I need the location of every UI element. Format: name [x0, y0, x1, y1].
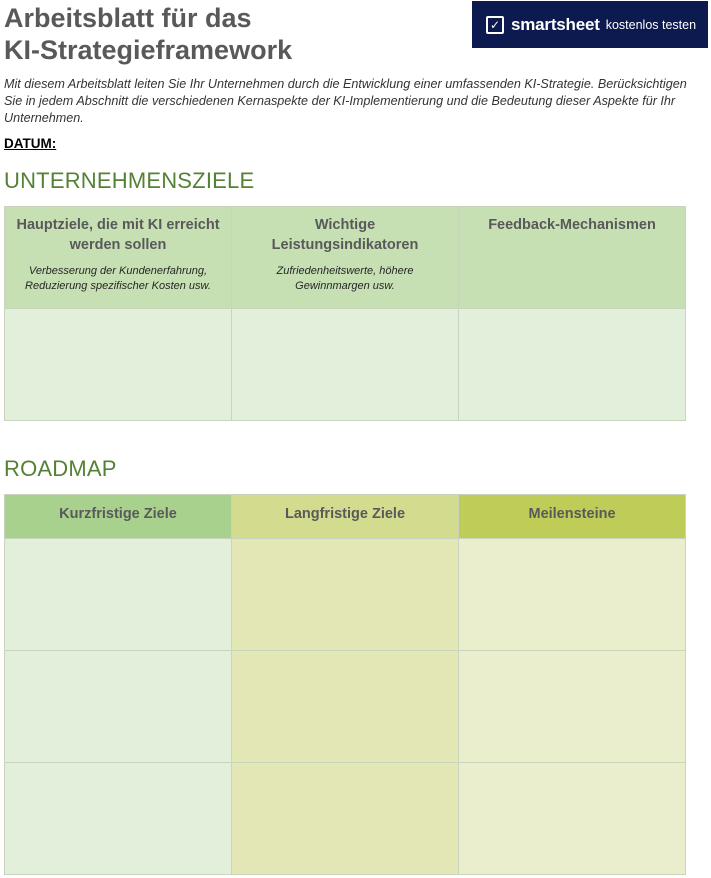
section-heading-roadmap: ROADMAP: [4, 456, 117, 481]
column-header-meilensteine: [459, 495, 686, 539]
free-trial-link[interactable]: kostenlos testen: [605, 17, 697, 32]
table-cell[interactable]: [459, 651, 686, 763]
column-hint: Verbesserung der Kundenerfahrung, Reduzierung spezifischer Kosten usw.: [25, 265, 211, 292]
roadmap-table: [4, 494, 686, 875]
datum-label: DATUM:: [4, 136, 57, 151]
column-title: Feedback-Mechanismen: [488, 217, 656, 233]
smartsheet-check-icon: ✓: [486, 16, 504, 34]
table-row: [5, 539, 686, 651]
title-line-1: Arbeitsblatt für das: [4, 3, 252, 33]
intro-text: Mit diesem Arbeitsblatt leiten Sie Ihr Unternehmen durch die Entwicklung einer umfassenden KI-Strategie. Berücksichtigen Sie in jedem Abschnitt die verschiedenen Kernaspekte der KI-Implementierung und die Bedeutung dieser Aspekte für Ihr Unternehmen.: [4, 77, 687, 125]
section-heading-unternehmensziele: UNTERNEHMENSZIELE: [4, 168, 255, 193]
column-title: Hauptziele, die mit KI erreicht werden sollen: [16, 217, 220, 253]
table-cell[interactable]: [5, 651, 232, 763]
column-title: Kurzfristige Ziele: [59, 506, 177, 522]
table-cell[interactable]: [232, 763, 459, 875]
table-cell[interactable]: [459, 309, 686, 421]
table-header-row: [5, 495, 686, 539]
title-line-2: KI-Strategieframework: [4, 35, 293, 65]
column-header-hauptziele: [5, 207, 232, 309]
column-title: Meilensteine: [528, 506, 616, 522]
column-header-langfristig: [232, 495, 459, 539]
smartsheet-brand: smartsheet: [511, 14, 600, 34]
table-cell[interactable]: [459, 539, 686, 651]
column-title: Langfristige Ziele: [284, 506, 406, 522]
column-hint: Zufriedenheitswerte, höhere Gewinnmargen usw.: [276, 265, 414, 292]
table-row: [5, 651, 686, 763]
table-row: [5, 763, 686, 875]
table-header-row: [5, 207, 686, 309]
table-row: [5, 309, 686, 421]
column-header-leistungsindikatoren: [232, 207, 459, 309]
table-cell[interactable]: [5, 539, 232, 651]
page-title: [4, 2, 292, 66]
table-cell[interactable]: [459, 763, 686, 875]
table-cell[interactable]: [232, 651, 459, 763]
smartsheet-banner[interactable]: [472, 1, 708, 48]
unternehmensziele-table: [4, 206, 686, 421]
table-cell[interactable]: [232, 539, 459, 651]
table-cell[interactable]: [5, 309, 232, 421]
table-cell[interactable]: [232, 309, 459, 421]
column-header-feedback: [459, 207, 686, 309]
column-title: Wichtige Leistungsindikatoren: [271, 217, 419, 253]
table-cell[interactable]: [5, 763, 232, 875]
column-header-kurzfristig: [5, 495, 232, 539]
